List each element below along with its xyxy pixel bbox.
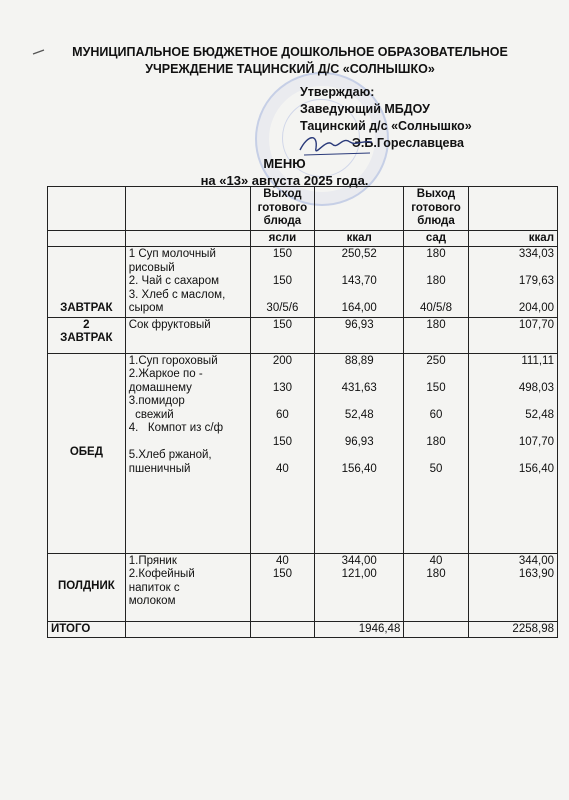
kcal2-value: 107,70 — [468, 317, 557, 353]
table-row-afternoon-snack — [48, 553, 558, 621]
table-row-total — [48, 621, 558, 638]
meal-name: ОБЕД — [48, 353, 126, 553]
kcal2-values: 111,11 498,03 52,48 107,70 156,40 — [468, 353, 557, 553]
header-empty-meal — [48, 187, 126, 231]
header-empty-kcal1 — [315, 187, 404, 231]
header-empty-dish — [125, 187, 250, 231]
title-text: МЕНЮ — [263, 156, 306, 171]
sad-value: 180 — [404, 317, 468, 353]
total-kcal1: 1946,48 — [315, 621, 404, 638]
header-output-1: Выход готового блюда — [250, 187, 314, 231]
dish-list: 1.Суп гороховый 2.Жаркое по - домашнему 3.помидор свежий 4. Компот из с/ф 5.Хлеб ржаной, пшеничный — [125, 353, 250, 553]
sad-values: 180 180 40/5/8 — [404, 247, 468, 318]
kcal2-values: 334,03 179,63 204,00 — [468, 247, 557, 318]
total-kcal2: 2258,98 — [468, 621, 557, 638]
table-row-second-breakfast — [48, 317, 558, 353]
menu-date: на «13» августа 2025 года. — [200, 173, 369, 188]
header-sad: сад — [404, 230, 468, 247]
header-output-2: Выход готового блюда — [404, 187, 468, 231]
org-line-1: МУНИЦИПАЛЬНОЕ БЮДЖЕТНОЕ ДОШКОЛЬНОЕ ОБРАЗОВАТЕЛЬНОЕ — [72, 45, 508, 59]
meal-name: ЗАВТРАК — [48, 247, 126, 318]
organization-header — [30, 44, 550, 78]
kcal1-value: 96,93 — [315, 317, 404, 353]
header-kcal-1: ккал — [315, 230, 404, 247]
header-empty-kcal2 — [468, 187, 557, 231]
total-label: ИТОГО — [48, 621, 126, 638]
kcal1-values: 250,52 143,70 164,00 — [315, 247, 404, 318]
dish-list: 1 Суп молочный рисовый 2. Чай с сахаром 3. Хлеб с маслом, сыром — [125, 247, 250, 318]
approve-label: Утверждаю: — [300, 85, 375, 99]
menu-table — [47, 186, 558, 638]
org-line-2: УЧРЕЖДЕНИЕ ТАЦИНСКИЙ Д/С «СОЛНЫШКО» — [145, 62, 435, 76]
meal-name: ПОЛДНИК — [48, 553, 126, 621]
yasli-values: 150 150 30/5/6 — [250, 247, 314, 318]
approve-org: Тацинский д/с «Солнышко» — [300, 119, 472, 133]
kcal1-values: 344,00 121,00 — [315, 553, 404, 621]
approve-name: Э.Б.Гореславцева — [352, 136, 464, 150]
table-row-lunch — [48, 353, 558, 553]
menu-title — [0, 155, 569, 189]
meal-name: 2 ЗАВТРАК — [48, 317, 126, 353]
yasli-values: 200 130 60 150 40 — [250, 353, 314, 553]
yasli-value: 150 — [250, 317, 314, 353]
yasli-values: 40 150 — [250, 553, 314, 621]
header-row-1 — [48, 187, 558, 231]
approve-position: Заведующий МБДОУ — [300, 102, 430, 116]
sad-values: 40 180 — [404, 553, 468, 621]
sad-values: 250 150 60 180 50 — [404, 353, 468, 553]
dish-list: 1.Пряник 2.Кофейный напиток с молоком — [125, 553, 250, 621]
dish-name: Сок фруктовый — [125, 317, 250, 353]
kcal2-values: 344,00 163,90 — [468, 553, 557, 621]
table-row-breakfast — [48, 247, 558, 318]
header-row-2 — [48, 230, 558, 247]
kcal1-values: 88,89 431,63 52,48 96,93 156,40 — [315, 353, 404, 553]
header-yasli: ясли — [250, 230, 314, 247]
header-kcal-2: ккал — [468, 230, 557, 247]
